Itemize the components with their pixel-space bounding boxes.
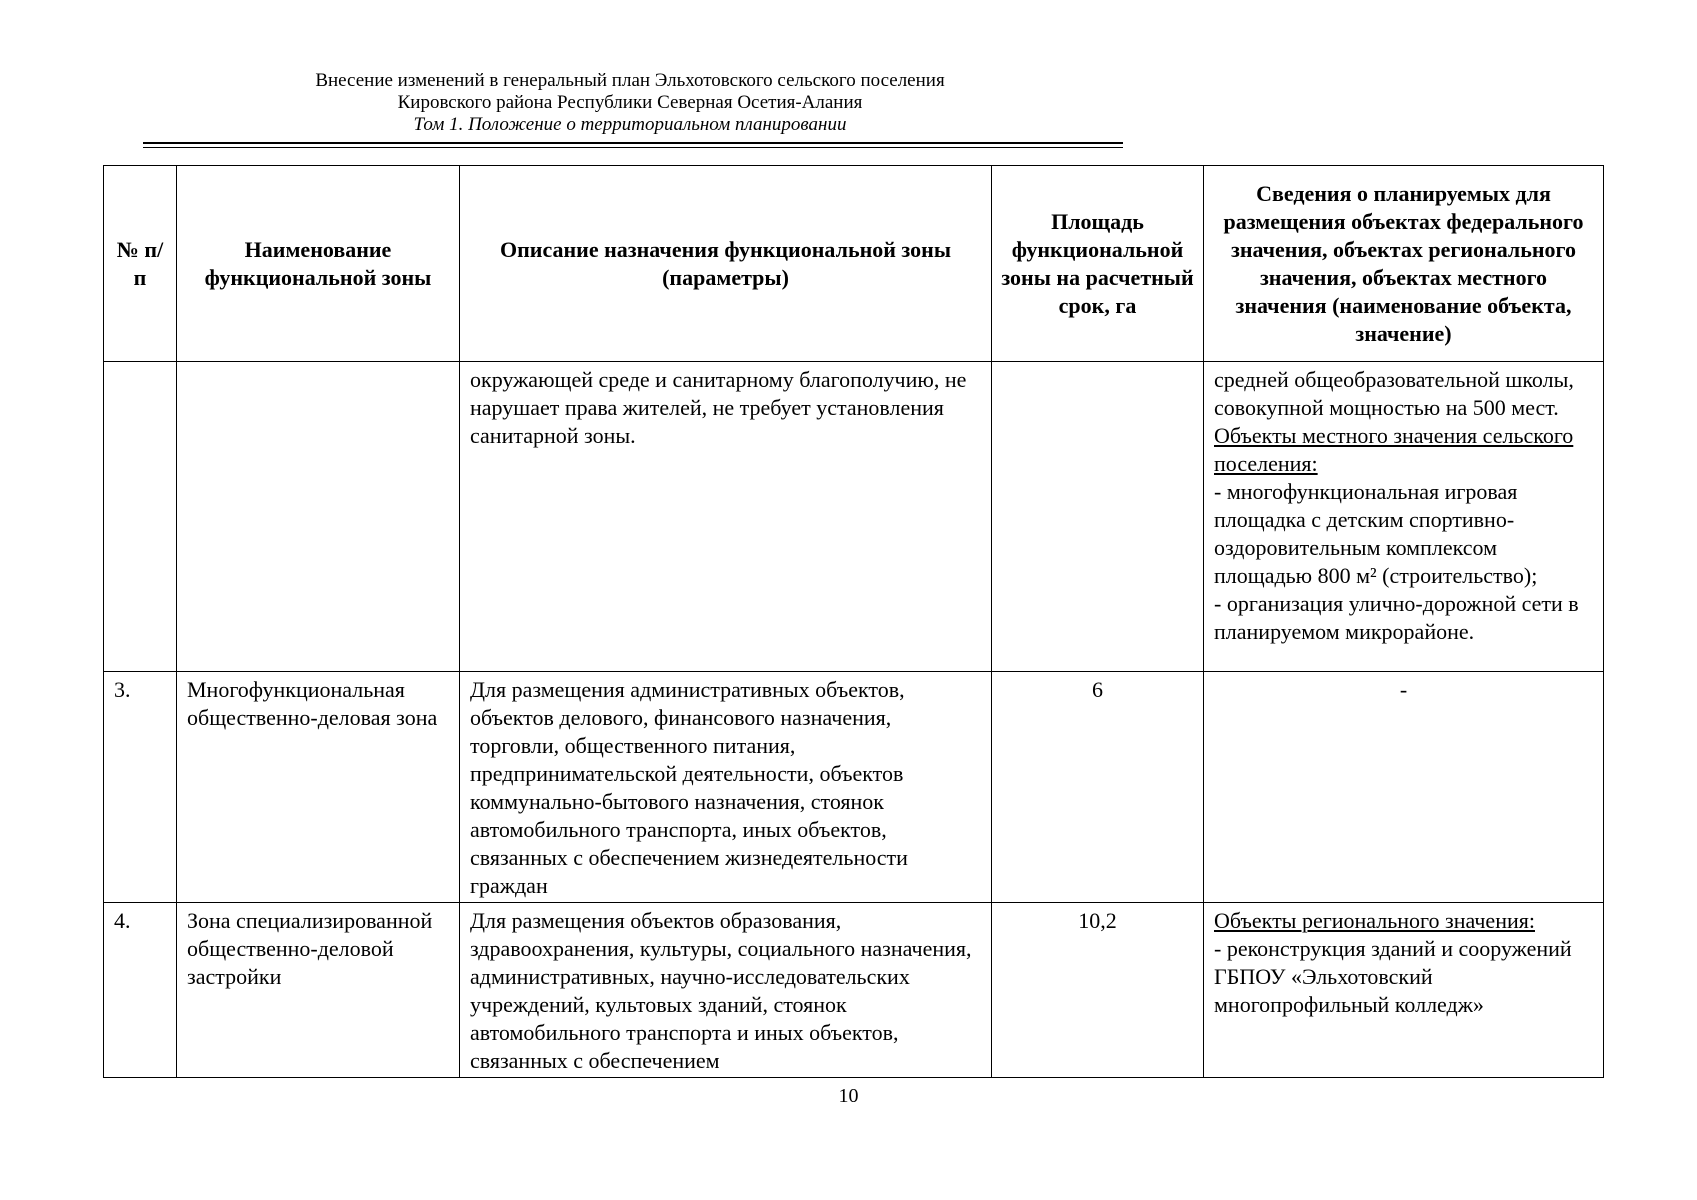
cell-area: 10,2 — [992, 903, 1204, 1078]
planned-objects-heading: Объекты местного значения сельского поселения: — [1214, 423, 1574, 476]
cell-zone-name: Зона специализированной общественно-деловой застройки — [177, 903, 460, 1078]
header-volume: Том 1. Положение о территориальном планировании — [413, 114, 847, 135]
cell-area: 6 — [992, 672, 1204, 903]
cell-planned-objects — [1204, 362, 1604, 672]
cell-description: окружающей среде и санитарному благополучию, не нарушает права жителей, не требует установления санитарной зоны. — [460, 362, 992, 672]
cell-planned-objects — [1204, 903, 1604, 1078]
document-header — [140, 70, 1120, 136]
table-row — [104, 362, 1604, 672]
cell-description: Для размещения административных объектов, объектов делового, финансового назначения, торговли, общественного питания, предпринимательской деятельности, объектов коммунально-бытового назначения, стоянок автомобильного транспорта, иных объектов, связанных с обеспечением жизнедеятельности граждан — [460, 672, 992, 903]
page-number: 10 — [838, 1085, 859, 1107]
cell-zone-name: Многофункциональная общественно-деловая зона — [177, 672, 460, 903]
column-header-zone-name: Наименование функциональной зоны — [177, 166, 460, 362]
planned-objects-item: - организация улично-дорожной сети в планируемом микрорайоне. — [1214, 591, 1579, 644]
cell-number — [104, 362, 177, 672]
cell-planned-objects: - — [1204, 672, 1604, 903]
planned-objects-item: - многофункциональная игровая площадка с детским спортивно-оздоровительным комплексом площадью 800 м² (строительство); — [1214, 479, 1538, 588]
cell-description: Для размещения объектов образования, здравоохранения, культуры, социального назначения, административных, научно-исследовательских учреждений, культовых зданий, стоянок автомобильного транспорта и иных объектов, связанных с обеспечением — [460, 903, 992, 1078]
header-line-2: Кировского района Республики Северная Осетия-Алания — [397, 92, 863, 113]
header-rule-thin — [143, 147, 1123, 148]
column-header-description: Описание назначения функциональной зоны (параметры) — [460, 166, 992, 362]
column-header-planned-objects: Сведения о планируемых для размещения объектах федерального значения, объектах регионального значения, объектах местного значения (наименование объекта, значение) — [1204, 166, 1604, 362]
header-rule-thick — [143, 142, 1123, 144]
planned-objects-text: средней общеобразовательной школы, совокупной мощностью на 500 мест. — [1214, 367, 1574, 420]
table-row — [104, 903, 1604, 1078]
table-row — [104, 672, 1604, 903]
table-header-row — [104, 166, 1604, 362]
cell-number: 4. — [104, 903, 177, 1078]
planned-objects-item: - реконструкция зданий и сооружений ГБПОУ «Эльхотовский многопрофильный колледж» — [1214, 936, 1572, 1017]
column-header-number: № п/п — [104, 166, 177, 362]
planned-objects-heading: Объекты регионального значения: — [1214, 908, 1535, 933]
cell-zone-name — [177, 362, 460, 672]
header-line-1: Внесение изменений в генеральный план Эльхотовского сельского поселения — [315, 70, 945, 91]
cell-area — [992, 362, 1204, 672]
functional-zones-table — [103, 165, 1604, 1078]
cell-number: 3. — [104, 672, 177, 903]
column-header-area: Площадь функциональной зоны на расчетный срок, га — [992, 166, 1204, 362]
